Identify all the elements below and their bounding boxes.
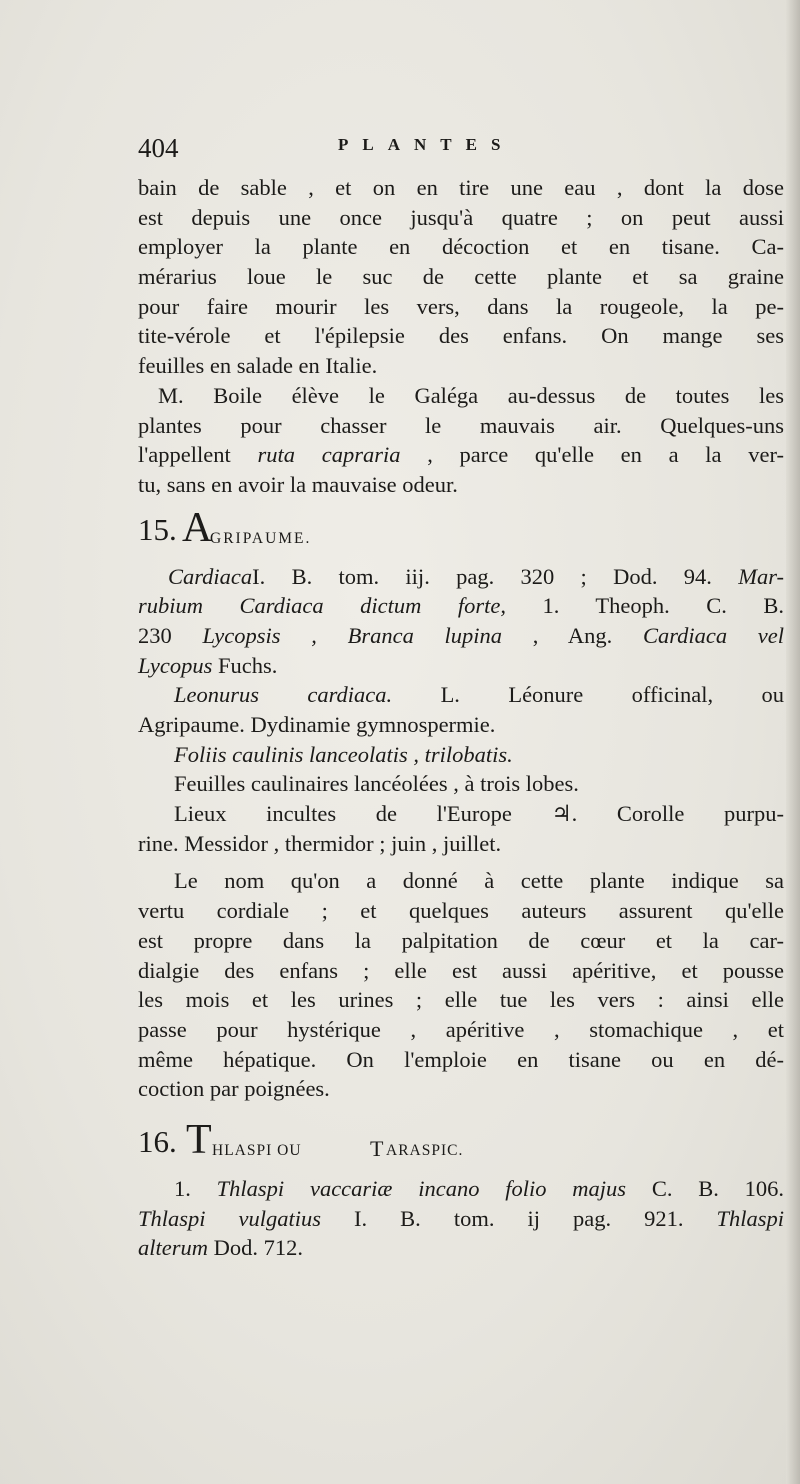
page-number: 404 [138,133,179,163]
text-line: pour faire mourir les vers, dans la rougeole, la pe- [138,293,784,319]
heading-initial: A [182,504,213,551]
text-line: rine. Messidor , thermidor ; juin , juillet. [138,830,502,856]
text-line: employer la plante en décoction et en tisane. Ca- [138,234,784,260]
running-head [138,133,784,173]
text-line: feuilles en salade en Italie. [138,353,378,379]
text-line: coction par poignées. [138,1076,330,1102]
section-16-heading [138,1104,784,1174]
heading-text: HLASPI OU [212,1141,302,1159]
text-line: M. Boile élève le Galéga au-dessus de toutes les [158,382,784,408]
heading-text: GRIPAUME. [210,529,312,547]
text-line [138,651,784,681]
text-line: les mois et les urines ; elle tue les vers : ainsi elle [138,987,784,1013]
text-line: tite-vérole et l'épilepsie des enfans. On mange ses [138,323,784,349]
paragraph-continued [138,173,784,381]
text-run: l'appellent [138,442,231,468]
latin-name: Thlaspi vaccariæ incano folio majus [216,1175,627,1201]
text-line: est depuis une once jusqu'à quatre ; on peut aussi [138,204,784,230]
paragraph-galega [138,381,784,500]
heading-initial: T [186,1116,212,1163]
text-run: 1. Theoph. C. B. [542,593,785,619]
text-run: 230 [138,622,172,648]
text-run: 1. [174,1175,191,1201]
text-run: L. Léonure officinal, ou [440,682,784,708]
heading-text: ARASPIC. [386,1141,464,1159]
text-line [138,680,784,710]
text-line: même hépatique. On l'emploie en tisane ou en dé- [138,1046,784,1072]
running-title: PLANTES [338,135,515,154]
section-15-synonyms [138,562,784,859]
text-line: mérarius loue le suc de cette plante et sa graine [138,264,784,290]
text-line: Foliis caulinis lanceolatis , trilobatis. [174,741,513,767]
text-line [138,440,784,470]
text-line: Agripaume. Dydinamie gymnospermie. [138,712,496,737]
latin-name: Cardiaca vel [642,622,785,648]
text-line: plantes pour chasser le mauvais air. Quelques-uns [138,412,784,438]
text-line: bain de sable , et on en tire une eau , dont la dose [138,175,784,200]
latin-name: alterum [138,1235,208,1261]
latin-name: Lycopus [138,652,213,678]
text-run: , Ang. [532,622,613,648]
page-edge [786,0,800,1484]
latin-name: Lycopsis , Branca lupina [202,622,503,648]
section-number: 15. [138,511,177,547]
section-16-synonyms [138,1174,784,1263]
text-line: dialgie des enfans ; elle est aussi apéritive, et pousse [138,957,784,983]
text-line: tu, sans en avoir la mauvaise odeur. [138,471,458,497]
text-run: Fuchs. [217,652,278,678]
text-line: est propre dans la palpitation de cœur et la car- [138,927,784,953]
text-run: I. B. tom. ij pag. 921. [354,1205,684,1231]
text-run: I. B. tom. iij. pag. 320 ; Dod. 94. [252,563,712,589]
text-line [138,562,784,592]
heading-initial: T [370,1135,385,1161]
latin-name: Leonurus cardiaca. [174,682,393,708]
section-15-paragraph [138,866,784,1104]
text-line [138,591,784,621]
text-line [138,621,784,651]
text-block [138,133,784,1263]
text-run: C. B. 106. [651,1175,785,1201]
text-line [138,1174,784,1204]
section-15-heading [138,500,784,562]
text-run: , parce qu'elle en a la ver- [427,442,785,468]
latin-name: ruta capraria [257,442,401,468]
section-number: 16. [138,1123,177,1159]
latin-name: rubium Cardiaca dictum forte, [138,593,506,619]
latin-name: Thlaspi vulgatius [138,1205,322,1231]
latin-name: Cardiaca [168,563,253,589]
text-line [138,1204,784,1234]
text-line [138,1233,784,1263]
text-line: vertu cordiale ; et quelques auteurs assurent qu'elle [138,898,784,924]
text-line: Le nom qu'on a donné à cette plante indique sa [174,868,784,894]
text-line: Feuilles caulinaires lancéolées , à trois lobes. [174,771,579,797]
text-line: Lieux incultes de l'Europe ♃. Corolle purpu- [174,801,784,827]
latin-name: Mar- [738,563,784,589]
text-run: Dod. 712. [213,1235,303,1261]
latin-name: Thlaspi [716,1205,784,1231]
text-line: passe pour hystérique , apéritive , stomachique , et [138,1016,784,1042]
